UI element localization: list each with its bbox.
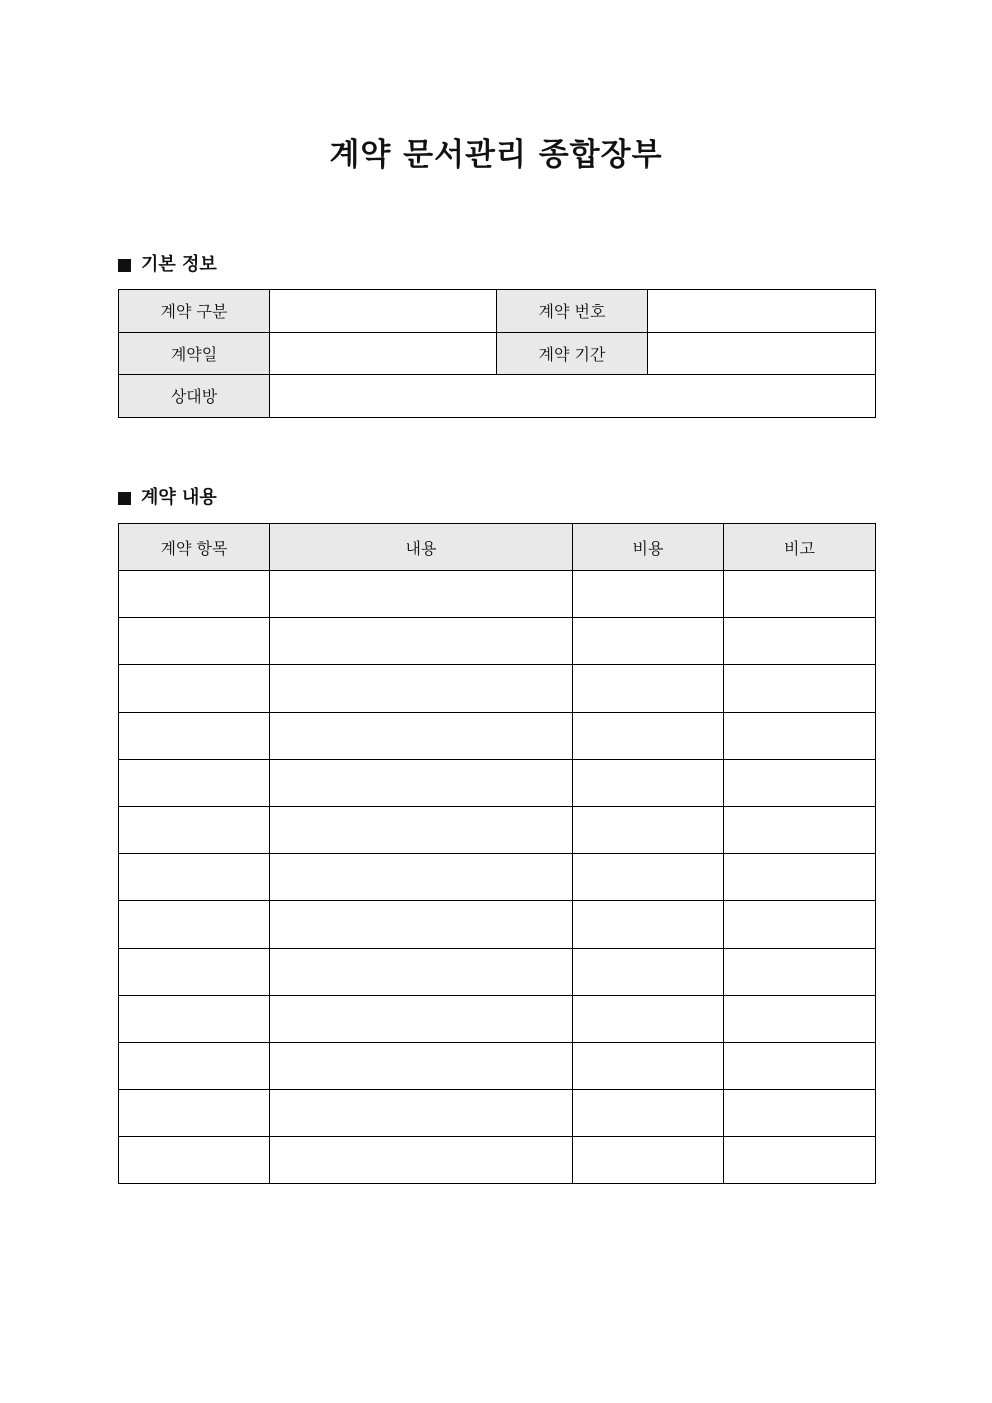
remarks-cell[interactable] — [724, 1090, 876, 1137]
content-cell[interactable] — [270, 1137, 573, 1184]
item-cell[interactable] — [119, 759, 270, 806]
content-cell[interactable] — [270, 901, 573, 948]
content-cell[interactable] — [270, 854, 573, 901]
table-header-row — [119, 524, 876, 571]
cost-cell[interactable] — [573, 948, 724, 995]
column-header-cost: 비용 — [573, 524, 724, 571]
remarks-cell[interactable] — [724, 901, 876, 948]
remarks-cell[interactable] — [724, 665, 876, 712]
table-row — [119, 290, 876, 333]
cost-cell[interactable] — [573, 1137, 724, 1184]
item-cell[interactable] — [119, 1042, 270, 1089]
cost-cell[interactable] — [573, 712, 724, 759]
contract-content-table — [118, 523, 876, 1184]
cost-cell[interactable] — [573, 759, 724, 806]
cost-cell[interactable] — [573, 571, 724, 618]
contract-type-label: 계약 구분 — [119, 290, 270, 333]
column-header-content: 내용 — [270, 524, 573, 571]
item-cell[interactable] — [119, 1090, 270, 1137]
content-cell[interactable] — [270, 1042, 573, 1089]
item-cell[interactable] — [119, 995, 270, 1042]
basic-info-heading — [118, 252, 217, 278]
cost-cell[interactable] — [573, 665, 724, 712]
remarks-cell[interactable] — [724, 854, 876, 901]
cost-cell[interactable] — [573, 1042, 724, 1089]
table-row — [119, 618, 876, 665]
contract-date-field[interactable] — [270, 332, 497, 375]
item-cell[interactable] — [119, 571, 270, 618]
content-cell[interactable] — [270, 571, 573, 618]
table-row — [119, 375, 876, 418]
table-row — [119, 948, 876, 995]
remarks-cell[interactable] — [724, 618, 876, 665]
content-cell[interactable] — [270, 712, 573, 759]
table-row — [119, 571, 876, 618]
column-header-item: 계약 항목 — [119, 524, 270, 571]
table-row — [119, 854, 876, 901]
contract-period-label: 계약 기간 — [497, 332, 648, 375]
table-row — [119, 1090, 876, 1137]
item-cell[interactable] — [119, 806, 270, 853]
cost-cell[interactable] — [573, 806, 724, 853]
remarks-cell[interactable] — [724, 759, 876, 806]
column-header-remarks: 비고 — [724, 524, 876, 571]
remarks-cell[interactable] — [724, 712, 876, 759]
item-cell[interactable] — [119, 618, 270, 665]
content-cell[interactable] — [270, 806, 573, 853]
square-bullet-icon — [118, 259, 131, 272]
content-cell[interactable] — [270, 665, 573, 712]
remarks-cell[interactable] — [724, 948, 876, 995]
contract-content-heading-text: 계약 내용 — [141, 487, 217, 508]
contract-date-label: 계약일 — [119, 332, 270, 375]
table-row — [119, 759, 876, 806]
item-cell[interactable] — [119, 948, 270, 995]
table-row — [119, 712, 876, 759]
item-cell[interactable] — [119, 854, 270, 901]
table-row — [119, 332, 876, 375]
content-cell[interactable] — [270, 759, 573, 806]
page-title: 계약 문서관리 종합장부 — [329, 137, 663, 173]
content-cell[interactable] — [270, 995, 573, 1042]
remarks-cell[interactable] — [724, 995, 876, 1042]
basic-info-table — [118, 289, 876, 418]
contract-period-field[interactable] — [648, 332, 876, 375]
contract-number-field[interactable] — [648, 290, 876, 333]
content-cell[interactable] — [270, 948, 573, 995]
basic-info-heading-text: 기본 정보 — [141, 254, 217, 275]
remarks-cell[interactable] — [724, 806, 876, 853]
cost-cell[interactable] — [573, 995, 724, 1042]
remarks-cell[interactable] — [724, 1137, 876, 1184]
content-cell[interactable] — [270, 618, 573, 665]
item-cell[interactable] — [119, 665, 270, 712]
item-cell[interactable] — [119, 712, 270, 759]
table-row — [119, 665, 876, 712]
table-row — [119, 901, 876, 948]
remarks-cell[interactable] — [724, 1042, 876, 1089]
table-row — [119, 1137, 876, 1184]
counterparty-field[interactable] — [270, 375, 876, 418]
cost-cell[interactable] — [573, 1090, 724, 1137]
contract-content-heading — [118, 485, 217, 511]
counterparty-label: 상대방 — [119, 375, 270, 418]
content-cell[interactable] — [270, 1090, 573, 1137]
cost-cell[interactable] — [573, 901, 724, 948]
contract-number-label: 계약 번호 — [497, 290, 648, 333]
cost-cell[interactable] — [573, 854, 724, 901]
table-row — [119, 995, 876, 1042]
item-cell[interactable] — [119, 1137, 270, 1184]
square-bullet-icon — [118, 492, 131, 505]
table-row — [119, 1042, 876, 1089]
contract-content-body — [119, 571, 876, 1184]
remarks-cell[interactable] — [724, 571, 876, 618]
table-row — [119, 806, 876, 853]
cost-cell[interactable] — [573, 618, 724, 665]
contract-type-field[interactable] — [270, 290, 497, 333]
item-cell[interactable] — [119, 901, 270, 948]
